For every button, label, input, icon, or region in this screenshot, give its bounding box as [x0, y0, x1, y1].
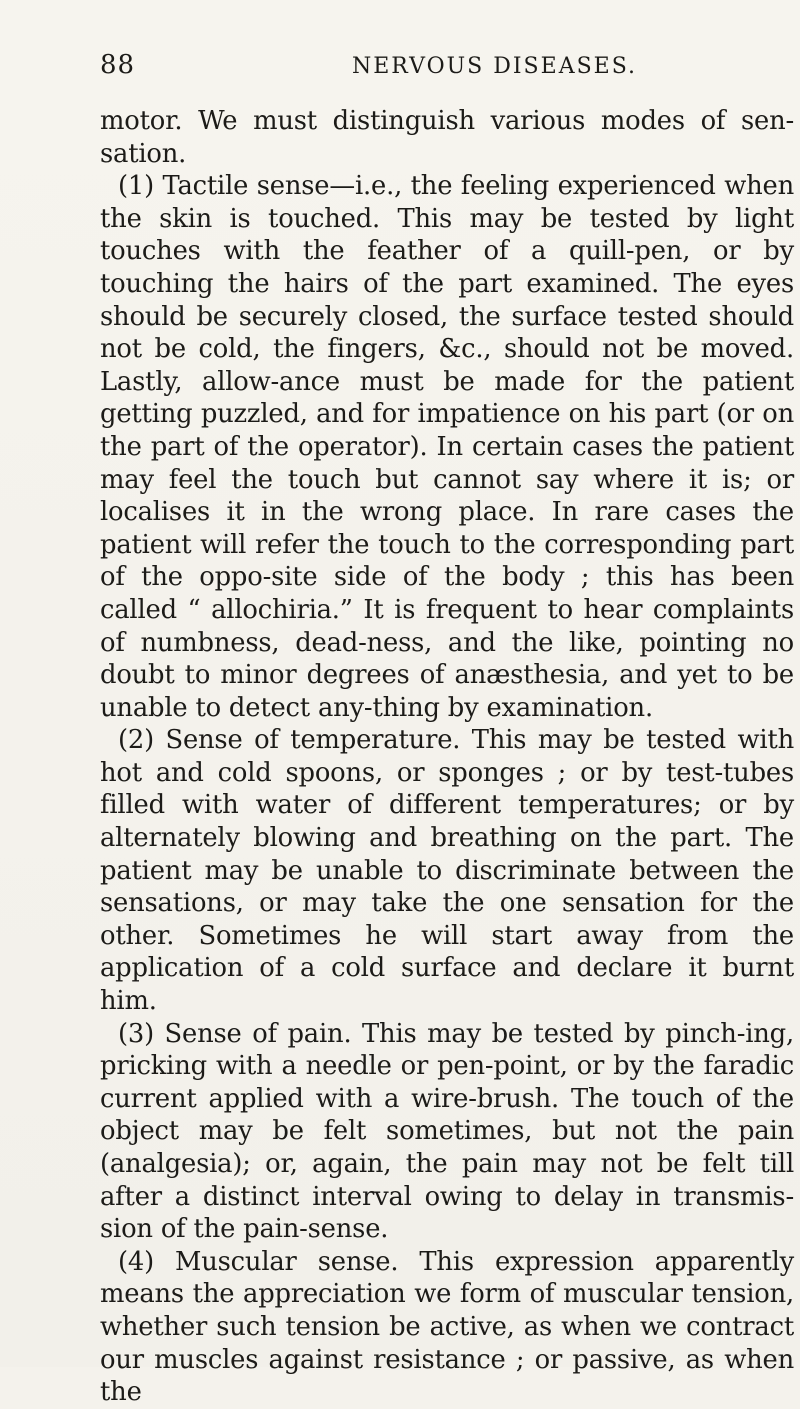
- paragraph-tactile-sense: (1) Tactile sense—i.e., the feeling experienced when the skin is touched. This may be tested by light touches with the feather of a quill-pen, or by touching the hairs of the part examined. The eyes should be securely closed, the surface tested should not be cold, the fingers, &c., should not be moved. Lastly, allow-ance must be made for the patient getting puzzled, and for impatience on his part (or on the part of the operator). In certain cases the patient may feel the touch but cannot say where it is; or localises it in the wrong place. In rare cases the patient will refer the touch to the corresponding part of the oppo-site side of the body ; this has been called “ allochiria.” It is frequent to hear complaints of numbness, dead-ness, and the like, pointing no doubt to minor degrees of anæsthesia, and yet to be unable to detect any-thing by examination.: [100, 171, 794, 723]
- paragraph-temperature-sense: (2) Sense of temperature. This may be tested with hot and cold spoons, or sponges ; or by test-tubes filled with water of different temperatures; or by alternately blowing and breathing on the part. The patient may be unable to discriminate between the sensations, or may take the one sensation for the other. Sometimes he will start away from the application of a cold surface and declare it burnt him.: [100, 725, 794, 1017]
- paragraph-muscular-sense: (4) Muscular sense. This expression apparently means the appreciation we form of muscular tension, whether such tension be active, as when we contract our muscles against resistance ; or passive, as when the: [100, 1246, 794, 1408]
- page-header: [100, 50, 740, 90]
- running-head: NERVOUS DISEASES.: [352, 54, 637, 79]
- page-number: 88: [100, 50, 136, 80]
- body-text: [100, 105, 794, 1409]
- paragraph-pain-sense: (3) Sense of pain. This may be tested by pinch-ing, pricking with a needle or pen-point, or by the faradic current applied with a wire-brush. The touch of the object may be felt sometimes, but not the pain (analgesia); or, again, the pain may not be felt till after a distinct interval owing to delay in transmis-sion of the pain-sense.: [100, 1018, 794, 1245]
- paragraph-intro: motor. We must distinguish various modes of sen-sation.: [100, 106, 794, 169]
